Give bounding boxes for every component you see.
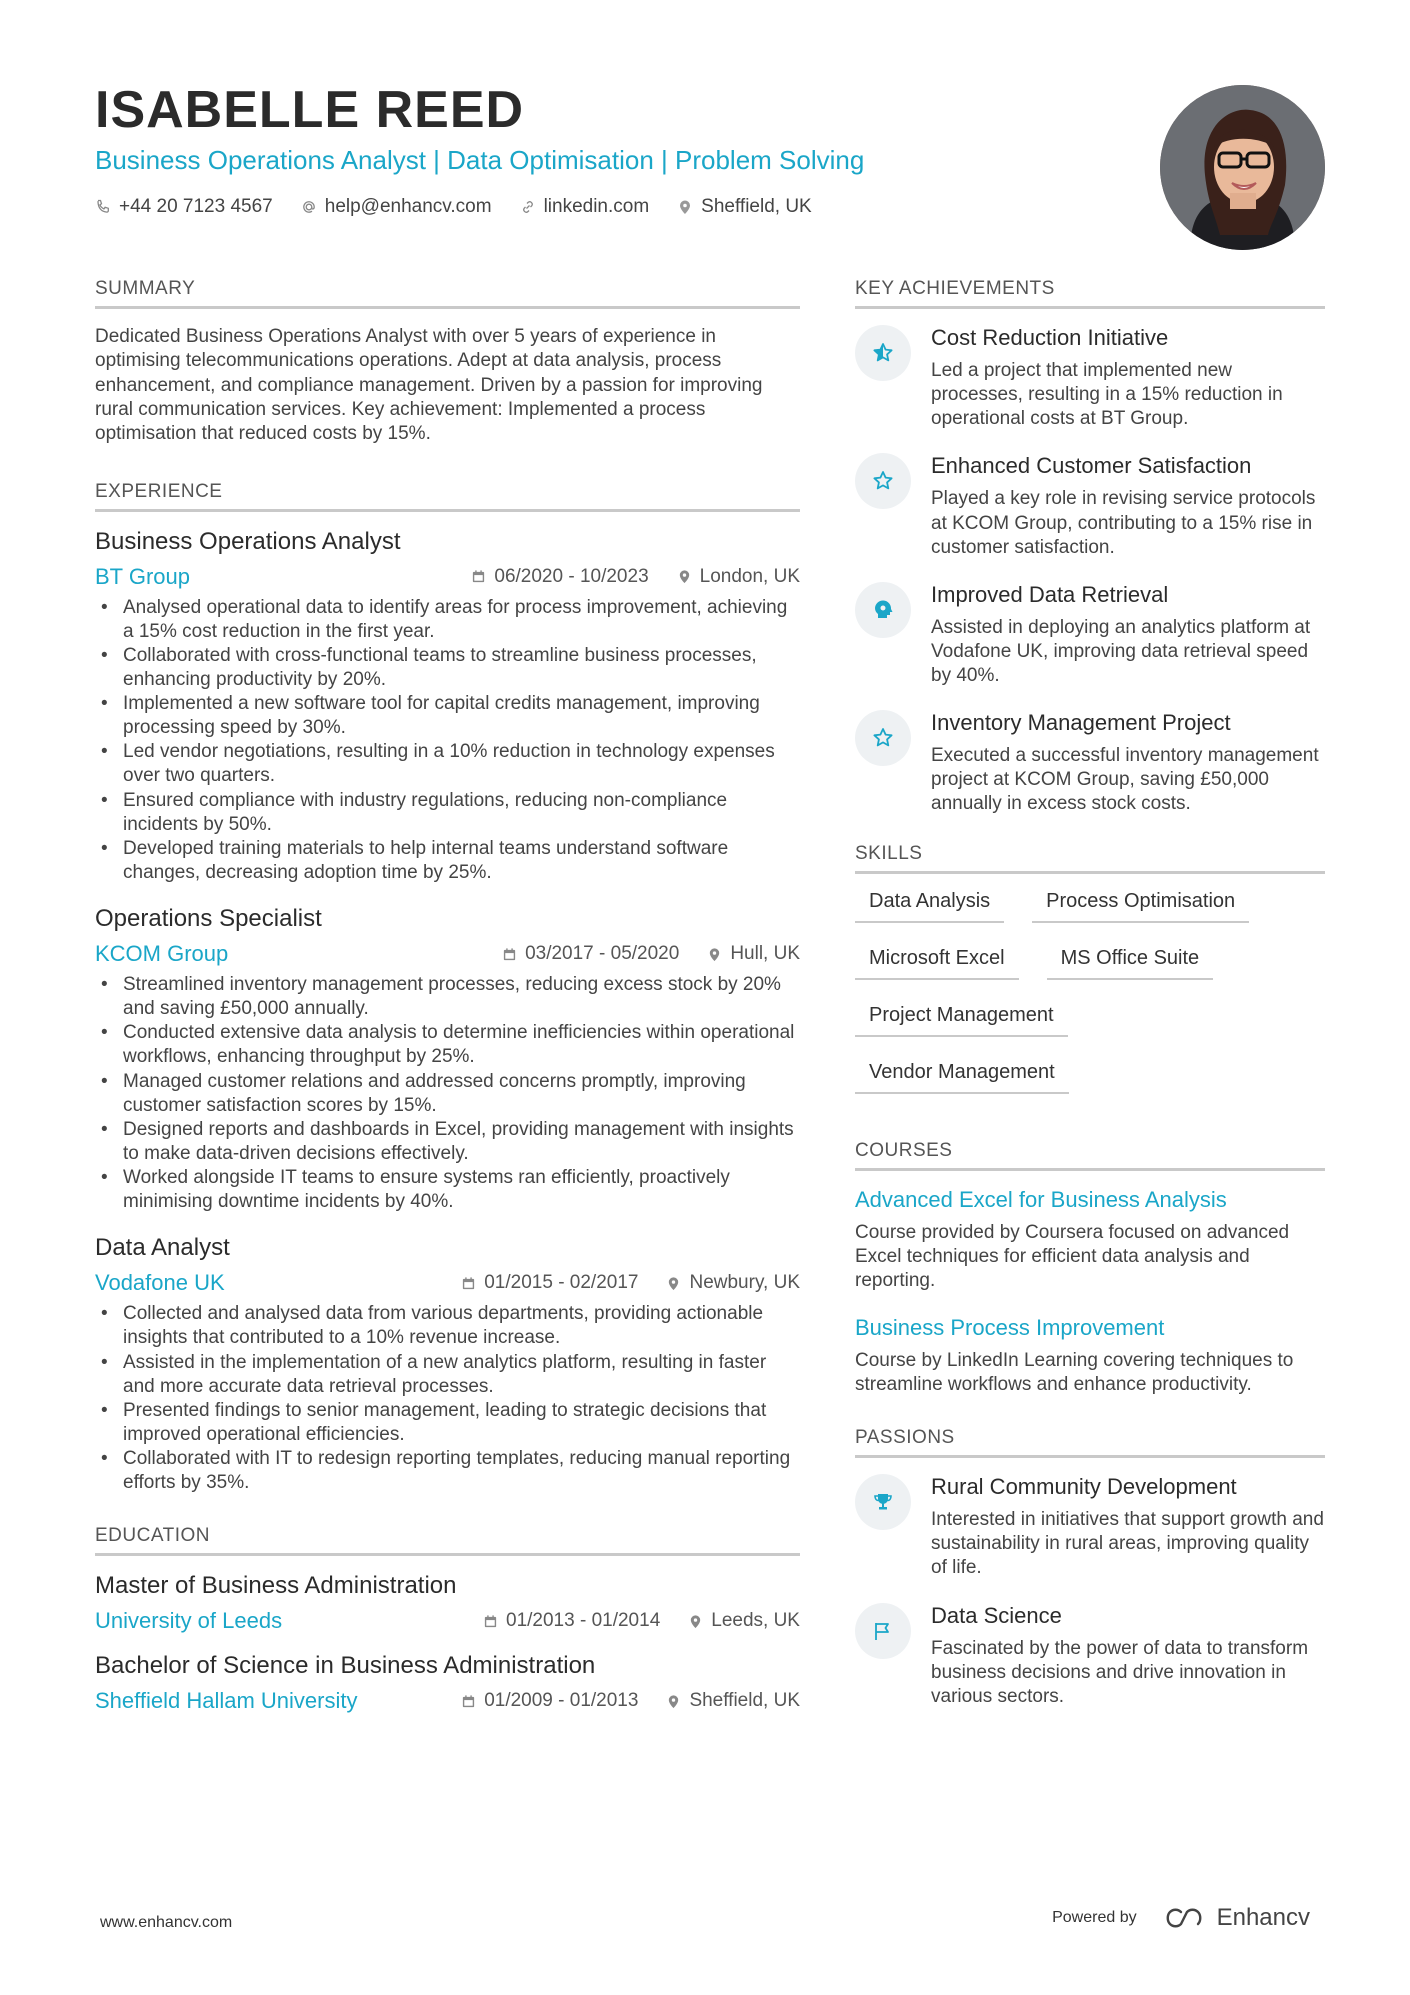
job-bullets <box>95 973 800 1214</box>
bullet-item: • Streamlined inventory management processes, reducing excess stock by 20% and saving £50,000 annually. <box>95 973 800 1021</box>
job-role: Operations Specialist <box>95 905 322 933</box>
summary-heading: SUMMARY <box>95 278 800 309</box>
passions-heading: PASSIONS <box>855 1427 1325 1458</box>
job-role: Business Operations Analyst <box>95 527 401 555</box>
achievement-item <box>855 453 1325 559</box>
passion-title: Data Science <box>931 1602 1062 1628</box>
achievement-title: Enhanced Customer Satisfaction <box>931 453 1252 479</box>
achievement-desc: Played a key role in revising service protocols at KCOM Group, contributing to a 15% rise in customer satisfaction. <box>931 488 1316 558</box>
job-role: Data Analyst <box>95 1234 230 1262</box>
profile-photo <box>1160 85 1325 250</box>
brand-name: Enhancv <box>1216 1904 1310 1931</box>
achievement-desc: Assisted in deploying an analytics platform at Vodafone UK, improving data retrieval speed by 40%. <box>931 616 1311 686</box>
skill-tag: Vendor Management <box>855 1061 1069 1094</box>
contact-location <box>677 196 812 218</box>
bullet-item: • Managed customer relations and addressed concerns promptly, improving customer satisfaction scores by 15%. <box>95 1070 800 1118</box>
achievement-desc: Led a project that implemented new processes, resulting in a 15% reduction in operational costs at BT Group. <box>931 360 1283 430</box>
courses-heading: COURSES <box>855 1140 1325 1171</box>
achievement-title: Cost Reduction Initiative <box>931 325 1169 350</box>
bullet-item: • Designed reports and dashboards in Excel, providing management with insights to make data-driven decisions effectively. <box>95 1118 800 1166</box>
skills-section <box>855 843 1325 1094</box>
resume-header <box>95 82 1135 218</box>
bullet-item: • Collected and analysed data from various departments, providing actionable insights that contributed to a 10% revenue increase. <box>95 1302 800 1350</box>
course-title: Advanced Excel for Business Analysis <box>855 1186 1227 1212</box>
job-location: Newbury, UK <box>689 1272 800 1294</box>
location-pin-icon <box>688 1614 703 1629</box>
passion-title: Rural Community Development <box>931 1474 1237 1500</box>
achievement-desc: Executed a successful inventory management project at KCOM Group, saving £50,000 annually in excess stock costs. <box>931 745 1319 815</box>
passions-section <box>855 1427 1325 1709</box>
bullet-item: • Worked alongside IT teams to ensure systems ran efficiently, proactively minimising downtime incidents by 40%. <box>95 1166 800 1214</box>
achievement-title: Improved Data Retrieval <box>931 581 1169 607</box>
footer-website[interactable]: www.enhancv.com <box>100 1914 233 1931</box>
job-location: Hull, UK <box>730 943 800 965</box>
job-bullets <box>95 596 800 886</box>
achievement-title: Inventory Management Project <box>931 710 1231 736</box>
experience-section <box>95 481 800 1496</box>
skill-tag: Process Optimisation <box>1032 890 1249 923</box>
contact-linkedin[interactable] <box>520 196 650 218</box>
summary-section <box>95 278 800 447</box>
job-meta <box>95 941 800 967</box>
achievement-item <box>855 325 1325 431</box>
experience-heading: EXPERIENCE <box>95 481 800 512</box>
achievement-item <box>855 582 1325 688</box>
skills-heading: SKILLS <box>855 843 1325 874</box>
education-location: Sheffield, UK <box>689 1690 800 1712</box>
achievements-heading: KEY ACHIEVEMENTS <box>855 278 1325 309</box>
phone-text: +44 20 7123 4567 <box>119 196 273 218</box>
flag-icon <box>871 1619 895 1643</box>
candidate-title: Business Operations Analyst | Data Optimisation | Problem Solving <box>95 145 865 176</box>
star-icon <box>871 469 895 493</box>
bullet-item: • Conducted extensive data analysis to determine inefficiencies within operational workflows, enhancing throughput by 25%. <box>95 1021 800 1069</box>
location-pin-icon <box>666 1694 681 1709</box>
enhancv-logo-icon <box>1161 1906 1207 1930</box>
trophy-icon <box>871 1490 895 1514</box>
at-icon <box>301 199 317 215</box>
education-section <box>95 1525 800 1714</box>
bullet-item: • Developed training materials to help internal teams understand software changes, decreasing adoption time by 25%. <box>95 837 800 885</box>
passion-item <box>855 1603 1325 1709</box>
bullet-item: • Presented findings to senior management, leading to strategic decisions that improved operational efficiencies. <box>95 1399 800 1447</box>
job-meta <box>95 1270 800 1296</box>
school-name: University of Leeds <box>95 1608 283 1634</box>
avatar-illustration <box>1160 85 1325 250</box>
job-dates: 03/2017 - 05/2020 <box>525 943 680 965</box>
job-bullets <box>95 1302 800 1495</box>
candidate-name: ISABELLE REED <box>95 81 525 139</box>
powered-by-text: Powered by <box>1052 1909 1137 1926</box>
company-name: Vodafone UK <box>95 1270 225 1296</box>
linkedin-text[interactable]: linkedin.com <box>543 196 650 218</box>
education-entry <box>95 1652 800 1714</box>
job-entry <box>95 905 800 1214</box>
degree-title: Bachelor of Science in Business Administration <box>95 1652 596 1680</box>
contact-row <box>95 196 1135 218</box>
location-pin-icon <box>707 947 722 962</box>
calendar-icon <box>483 1614 498 1629</box>
skill-tag: MS Office Suite <box>1047 947 1214 980</box>
course-item <box>855 1315 1325 1397</box>
education-heading: EDUCATION <box>95 1525 800 1556</box>
course-title: Business Process Improvement <box>855 1314 1165 1340</box>
course-item <box>855 1187 1325 1293</box>
head-icon <box>871 598 895 622</box>
bullet-item: • Analysed operational data to identify areas for process improvement, achieving a 15% cost reduction in the first year. <box>95 596 800 644</box>
contact-email[interactable] <box>301 196 492 218</box>
bullet-item: • Ensured compliance with industry regulations, reducing non-compliance incidents by 50%. <box>95 789 800 837</box>
star-half-icon <box>871 341 895 365</box>
location-pin-icon <box>677 569 692 584</box>
job-meta <box>95 564 800 590</box>
education-dates: 01/2013 - 01/2014 <box>506 1610 661 1632</box>
degree-title: Master of Business Administration <box>95 1572 457 1600</box>
location-text: Sheffield, UK <box>701 196 812 218</box>
company-name: BT Group <box>95 563 190 589</box>
star-icon <box>871 726 895 750</box>
job-dates: 01/2015 - 02/2017 <box>484 1272 639 1294</box>
course-desc: Course provided by Coursera focused on advanced Excel techniques for efficient data analysis and reporting. <box>855 1221 1290 1291</box>
course-desc: Course by LinkedIn Learning covering techniques to streamline workflows and enhance productivity. <box>855 1349 1294 1395</box>
skill-tag: Microsoft Excel <box>855 947 1019 980</box>
bullet-item: • Led vendor negotiations, resulting in a 10% reduction in technology expenses over two quarters. <box>95 740 800 788</box>
passion-item <box>855 1474 1325 1580</box>
skill-tag: Data Analysis <box>855 890 1004 923</box>
left-column <box>95 278 800 1748</box>
calendar-icon <box>461 1276 476 1291</box>
job-entry <box>95 528 800 886</box>
location-pin-icon <box>666 1276 681 1291</box>
bullet-item: • Implemented a new software tool for capital credits management, improving processing speed by 30%. <box>95 692 800 740</box>
contact-phone <box>95 196 273 218</box>
courses-section <box>855 1140 1325 1398</box>
job-location: London, UK <box>699 565 800 587</box>
job-dates: 06/2020 - 10/2023 <box>494 565 649 587</box>
company-name: KCOM Group <box>95 941 229 967</box>
bullet-item: • Collaborated with cross-functional teams to streamline business processes, enhancing productivity by 20%. <box>95 644 800 692</box>
right-column <box>855 278 1325 1743</box>
passion-desc: Fascinated by the power of data to transform business decisions and drive innovation in various sectors. <box>931 1637 1309 1707</box>
passion-desc: Interested in initiatives that support growth and sustainability in rural areas, improving quality of life. <box>931 1509 1324 1579</box>
link-icon <box>520 199 536 215</box>
bullet-item: • Assisted in the implementation of a new analytics platform, resulting in faster and more accurate data retrieval processes. <box>95 1351 800 1399</box>
skills-list <box>855 890 1325 1094</box>
footer-brand <box>1052 1904 1310 1932</box>
education-dates: 01/2009 - 01/2013 <box>484 1690 639 1712</box>
education-entry <box>95 1572 800 1634</box>
skill-tag: Project Management <box>855 1004 1068 1037</box>
phone-icon <box>95 199 111 215</box>
calendar-icon <box>461 1694 476 1709</box>
achievement-item <box>855 710 1325 816</box>
calendar-icon <box>502 947 517 962</box>
email-text[interactable]: help@enhancv.com <box>324 196 492 218</box>
calendar-icon <box>471 569 486 584</box>
achievements-section <box>855 278 1325 817</box>
job-entry <box>95 1234 800 1495</box>
education-location: Leeds, UK <box>711 1610 800 1632</box>
bullet-item: • Collaborated with IT to redesign reporting templates, reducing manual reporting efforts by 35%. <box>95 1447 800 1495</box>
school-name: Sheffield Hallam University <box>95 1688 358 1714</box>
summary-text: Dedicated Business Operations Analyst with over 5 years of experience in optimising telecommunications operations. Adept at data analysis, process enhancement, and compliance management. Driven by a passion for improving rural communication services. Key achievement: Implemented a process optimisation that reduced costs by 15%. <box>95 326 763 445</box>
location-pin-icon <box>677 199 693 215</box>
